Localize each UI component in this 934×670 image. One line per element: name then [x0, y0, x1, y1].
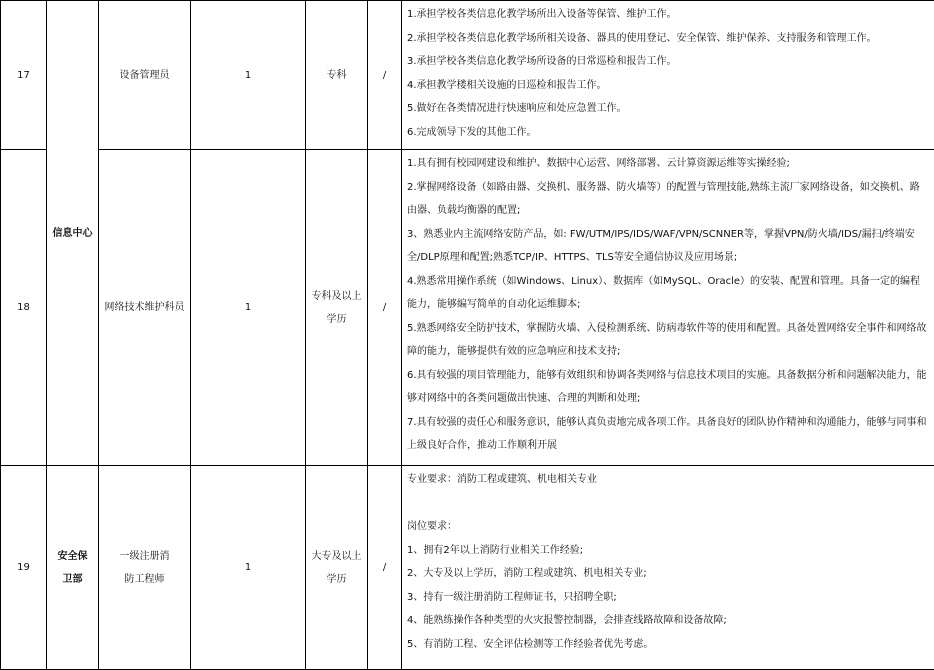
table-row-18 — [1, 150, 934, 466]
count-cell: 1 — [191, 1, 306, 150]
position-cell: 网络技术维护科员 — [99, 150, 191, 466]
requirement-item: 2.承担学校各类信息化教学场所相关设备、器具的使用登记、安全保管、维护保养、支持服务和管理工作。 — [407, 27, 928, 51]
position-cell: 一级注册消防工程师 — [99, 466, 191, 670]
requirement-item: 2、大专及以上学历，消防工程或建筑、机电相关专业; — [407, 562, 928, 586]
education-cell: 专科及以上学历 — [306, 150, 368, 466]
requirement-item: 5.熟悉网络安全防护技术，掌握防火墙、入侵检测系统、防病毒软件等的使用和配置。具备处置网络安全事件和网络故障的能力，能够提供有效的应急响应和技术支持; — [407, 317, 928, 364]
requirements-cell — [402, 150, 934, 466]
row-number: 19 — [1, 466, 47, 670]
row-number: 17 — [1, 1, 47, 150]
requirement-item: 4、能熟练操作各种类型的火灾报警控制器，会排查线路故障和设备故障; — [407, 609, 928, 633]
requirement-item: 2.掌握网络设备（如路由器、交换机、服务器、防火墙等）的配置与管理技能,熟练主流厂家网络设备，如交换机、路由器、负载均衡器的配置; — [407, 176, 928, 223]
table-row-17 — [1, 1, 934, 150]
position-cell: 设备管理员 — [99, 1, 191, 150]
requirement-item: 1.承担学校各类信息化教学场所出入设备等保管、维护工作。 — [407, 3, 928, 27]
requirement-item: 3.承担学校各类信息化教学场所设备的日常巡检和报告工作。 — [407, 50, 928, 74]
requirement-intro: 专业要求：消防工程或建筑、机电相关专业 — [407, 468, 928, 492]
major-cell: / — [368, 1, 402, 150]
requirement-item: 3、熟悉业内主流网络安防产品，如: FW/UTM/IPS/IDS/WAF/VPN/SCNNER等，掌握VPN/防火墙/IDS/漏扫/终端安全/DLP原理和配置;熟悉TCP/IP、HTTPS、TLS等安全通信协议及应用场景; — [407, 223, 928, 270]
requirement-item: 4.熟悉常用操作系统（如Windows、Linux）、数据库（如MySQL、Oracle）的安装、配置和管理。具备一定的编程能力，能够编写简单的自动化运维脚本; — [407, 270, 928, 317]
requirement-item: 5.做好在各类情况进行快速响应和处应急置工作。 — [407, 97, 928, 121]
count-cell: 1 — [191, 150, 306, 466]
spacer — [407, 492, 928, 516]
requirement-item: 7.具有较强的责任心和服务意识，能够认真负责地完成各项工作。具备良好的团队协作精神和沟通能力，能够与同事和上级良好合作，推动工作顺利开展 — [407, 411, 928, 458]
requirement-item: 1.具有拥有校园网建设和维护、数据中心运营、网络部署、云计算资源运维等实操经验; — [407, 152, 928, 176]
requirement-item: 5、有消防工程、安全评估检测等工作经验者优先考虑。 — [407, 633, 928, 657]
requirement-item: 6.完成领导下发的其他工作。 — [407, 121, 928, 145]
requirement-item: 6.具有较强的项目管理能力，能够有效组织和协调各类网络与信息技术项目的实施。具备数据分析和问题解决能力，能够对网络中的各类问题做出快速、合理的判断和处理; — [407, 364, 928, 411]
education-cell: 专科 — [306, 1, 368, 150]
row-number: 18 — [1, 150, 47, 466]
department-cell: 安全保卫部 — [47, 466, 99, 670]
department-cell: 信息中心 — [47, 1, 99, 466]
requirements-cell — [402, 466, 934, 670]
education-cell: 大专及以上学历 — [306, 466, 368, 670]
requirement-item: 1、拥有2年以上消防行业相关工作经验; — [407, 539, 928, 563]
count-cell: 1 — [191, 466, 306, 670]
requirement-item: 3、持有一级注册消防工程师证书，只招聘全职; — [407, 586, 928, 610]
requirement-item: 4.承担教学楼相关设施的日巡检和报告工作。 — [407, 74, 928, 98]
major-cell: / — [368, 466, 402, 670]
major-cell: / — [368, 150, 402, 466]
requirement-heading: 岗位要求： — [407, 515, 928, 539]
requirements-cell — [402, 1, 934, 150]
table-row-19 — [1, 466, 934, 670]
